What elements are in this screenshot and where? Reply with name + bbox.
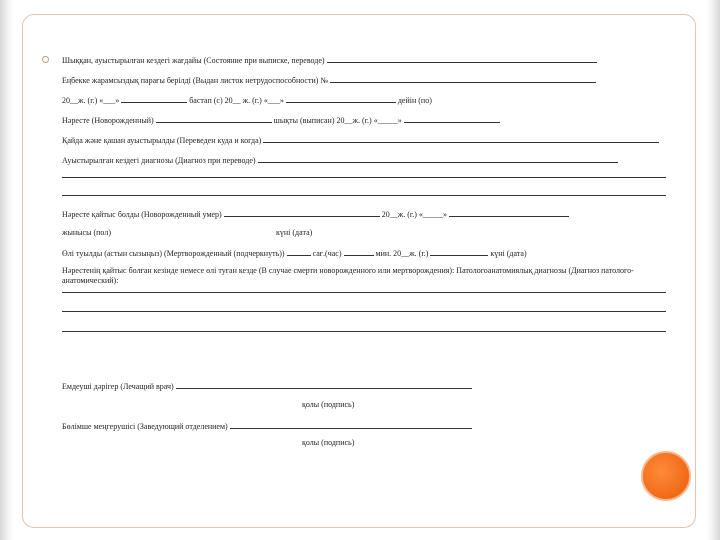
form-line-head-of-department [62,420,472,432]
newborn-died-date-blank [449,208,569,217]
period-from-date: 20__ж. (г.) «___» [62,96,120,105]
newborn-blank [156,114,272,123]
stillborn-date-label: күні (дата) [490,249,527,258]
blank-rule-5 [62,331,666,332]
newborn-died-label: Нәресте қайтыс болды (Новорожденный умер) [62,210,222,219]
orange-circle-decoration [641,451,691,501]
head-of-department-label: Бөлімше меңгерушісі (Заведующий отделением) [62,422,228,431]
date-label: күні (дата) [276,228,313,237]
right-edge-shadow [706,0,720,540]
stillborn-label: Өлі туылды (астын сызыңыз) (Мертворожденный (подчеркнуть)) [62,249,285,258]
form-line-date [276,228,312,238]
physician-signature-caption: қолы (подпись) [302,400,355,409]
period-to-label: дейін (по) [397,96,432,105]
form-line-stillborn [62,247,527,259]
newborn-died-date: 20__ж. (г.) «_____» [381,210,447,219]
attending-physician-label: Емдеуші дәрігер (Лечащий врач) [62,382,174,391]
stillborn-min-blank [344,247,374,256]
stillborn-date-blank [430,247,488,256]
minute-year-label: мин. 20__ж. (г.) [375,249,429,258]
transfer-diagnosis-label: Ауыстырылған кездегі диагнозы (Диагноз при переводе) [62,156,256,165]
head-signature-caption: қолы (подпись) [302,438,355,447]
sick-leave-label: Еңбекке жарамсыздық парағы берілді (Выдан листок нетрудоспособности) № [62,76,329,85]
transferred-blank [263,134,659,143]
hour-label: сағ.(час) [312,249,342,258]
form-line-newborn-discharged [62,114,500,126]
sex-label: жынысы (пол) [62,228,111,237]
sick-leave-blank [330,74,596,83]
left-edge-shadow [0,0,14,540]
blank-rule-4 [62,311,666,312]
newborn-discharged-label: шықты (выписан) 20__ж. (г.) «_____» [273,116,402,125]
period-to-date: бастап (с) 20__ ж. (г.) «___» [189,96,284,105]
newborn-label: Нәресте (Новорожденный) [62,116,154,125]
blank-rule-3 [62,292,666,293]
form-line-sick-leave-period [62,94,432,106]
discharge-state-blank [327,54,597,63]
stillborn-hour-blank [287,247,311,256]
newborn-discharged-blank [404,114,500,123]
form-line-sex [62,228,111,238]
form-line-transfer-diagnosis [62,154,618,166]
discharge-state-label: Шыққан, ауыстырылған кездегі жағдайы (Состояние при выписке, переводе) [62,56,325,65]
form-line-pathology-diagnosis [62,266,666,286]
head-of-department-blank [230,420,472,429]
form-line-sick-leave [62,74,596,86]
attending-physician-blank [176,380,472,389]
form-line-newborn-died [62,208,569,220]
blank-rule-2 [62,195,666,196]
period-from-blank [121,94,187,103]
blank-rule-1 [62,177,666,178]
transfer-diagnosis-blank [258,154,618,163]
newborn-died-blank [224,208,380,217]
form-line-discharge-state [62,54,597,66]
pathology-diagnosis-label: Нәрестенің қайтыс болған кезінде немесе өлі туған кезде (В случае смерти новорожденного или мертворождения): Патологоанатомиялық диагнозы (Диагноз патолого-анатомический): [62,266,634,285]
transferred-label: Қайда және қашан ауыстырылды (Переведен куда и когда) [62,136,262,145]
form-line-transferred [62,134,659,146]
bullet-icon [42,56,49,63]
form-line-attending-physician [62,380,472,392]
period-to-blank [286,94,396,103]
